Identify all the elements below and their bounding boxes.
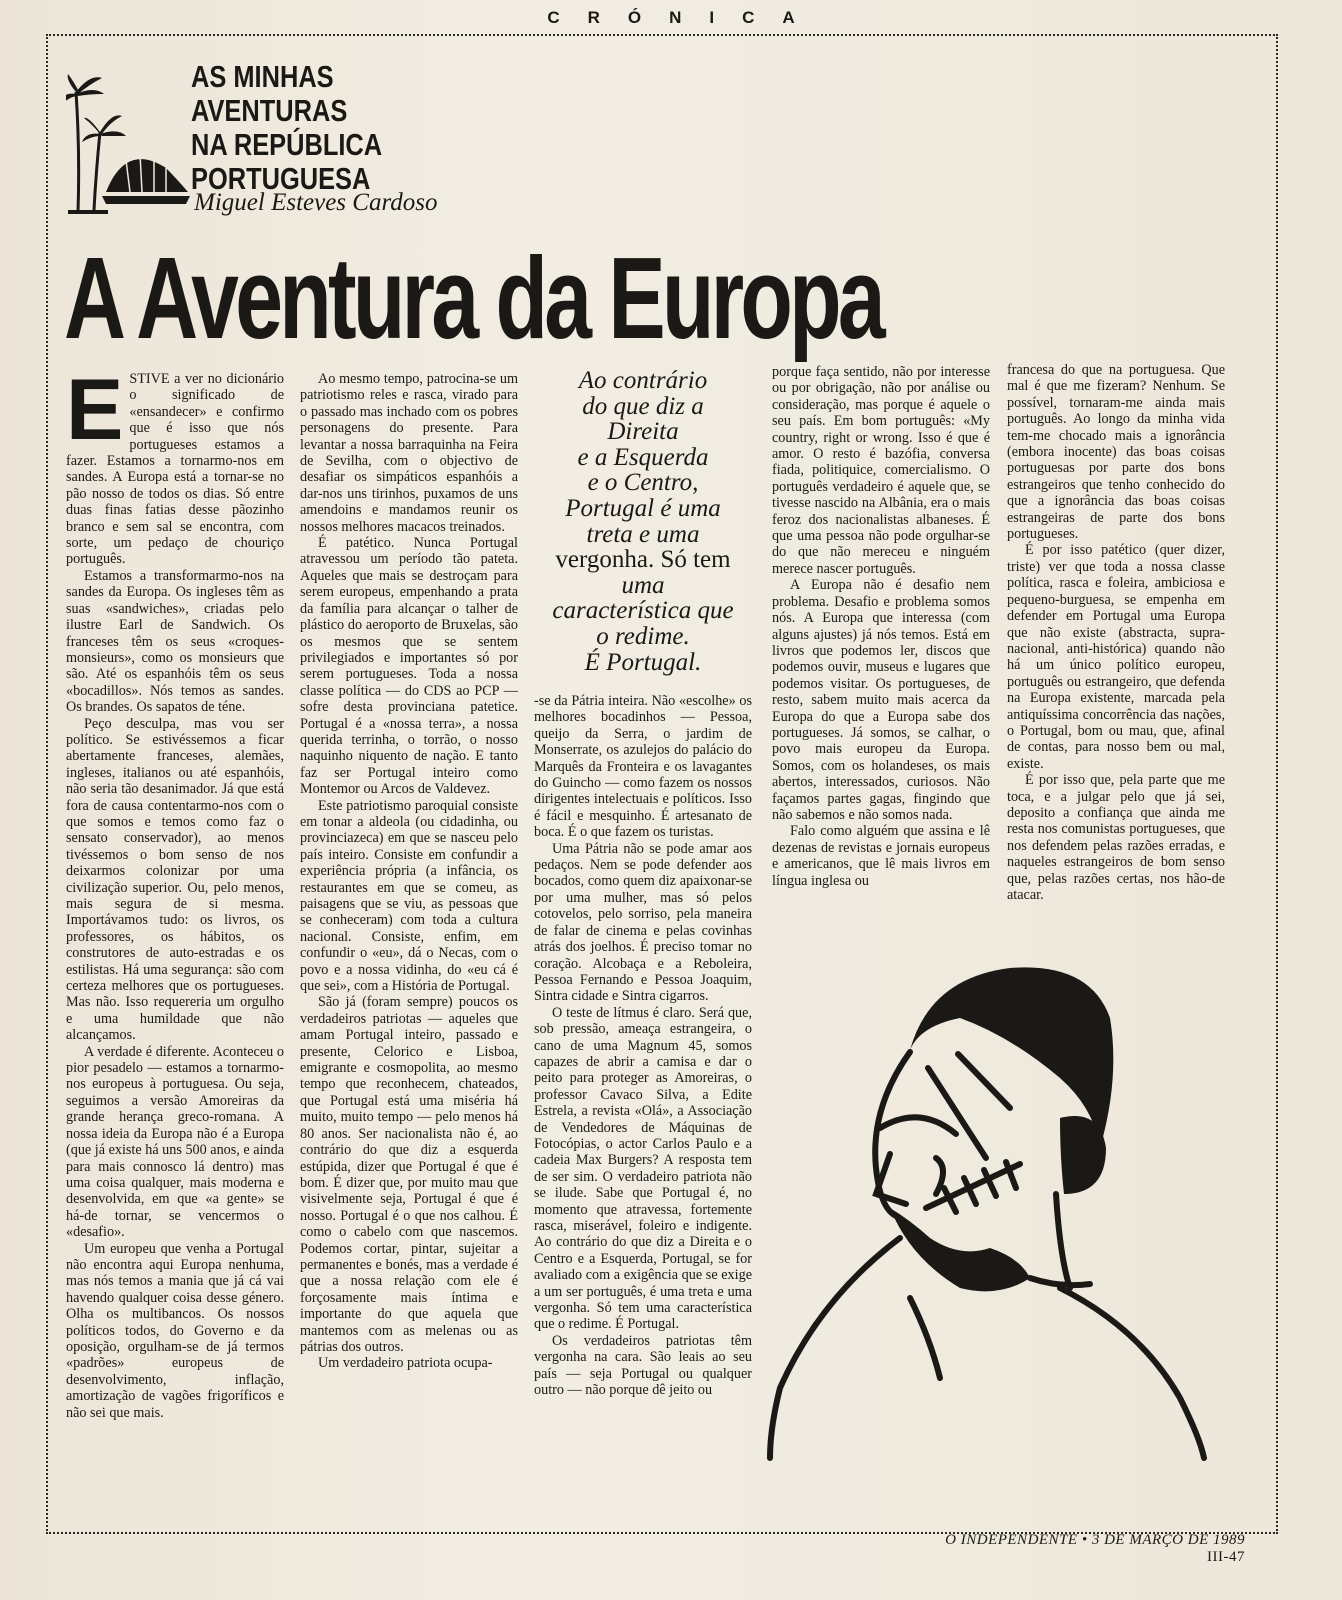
- series-title-line: AS MINHAS: [191, 59, 334, 94]
- pull-quote-line: Ao contrário: [578, 367, 708, 394]
- paragraph: É por isso que, pela parte que me toca, e a julgar pelo que já sei, deposito a confiança que ainda me resta nos comunistas portugueses, que nos defendem pelas razões erradas, e naqueles estrangeiros de bom senso que, pelas razões certas, nos hão-de atacar.: [1007, 772, 1225, 903]
- article-column-1: [66, 362, 284, 1421]
- series-title-line: PORTUGUESA: [191, 161, 371, 196]
- pull-quote: [534, 368, 752, 675]
- paragraph: É patético. Nunca Portugal atravessou um período tão pateta. Aqueles que mais se destroçam para serem europeus, empenhando a prata da família para alcançar o talher de plástico do aeroporto de Bruxelas, são os mesmos que se sentem privilegiados e importantes só por serem portugueses. Toda a nossa classe política — do CDS ao PCP — sofre desta provinciana patetice. Portugal é a «nossa terra», a nossa querida terrinha, o torrão, o nosso naquinho niquento de nação. E tanto faz ser Portugal inteiro como Montemor ou Arcos de Valdevez.: [300, 535, 518, 798]
- drop-cap: E: [66, 362, 124, 458]
- pull-quote-line: o redime.: [596, 622, 690, 650]
- pull-quote-line: Direita: [607, 418, 679, 446]
- paragraph: ESTIVE a ver no dicionário o significado de «ensandecer» e confirmo que é isso que nós portugueses estamos a fazer. Estamos a tornarmo-nos em sandes. A Europa está a tornar-se no pão nosso de todos os dias. Só entre duas finas fatias desse pãozinho branco e sem sal se encontra, com sorte, um pedaço de chouriço português.: [66, 362, 284, 568]
- paragraph: São já (foram sempre) poucos os verdadeiros patriotas — aqueles que amam Portugal inteiro, passado e presente, Celorico e Lisboa, emigrante e cosmopolita, ao mesmo tempo que reconhecem, chateados, que Portugal está uma miséria há muito, muito tempo — pelo menos há 80 anos. Ser nacionalista não é, ao contrário do que diz a esquerda estúpida, dizer que Portugal é que é bom. É dizer que, por muito mau que visivelmente seja, Portugal é que é nosso. Portugal é o que nos calhou. É como o cabelo com que nascemos. Podemos cortar, pintar, sujeitar a permanentes e bonés, mas a verdade é que a nossa relação com ele é forçosamente mais íntima e importante do que aquela que mantemos com as melenas ou as pátrias dos outros.: [300, 994, 518, 1355]
- paragraph: Um verdadeiro patriota ocupa-: [318, 1355, 493, 1372]
- paragraph: Ao mesmo tempo, patrocina-se um patriotismo reles e rasca, virado para o passado mas inchado com os pobres personagens do presente. Para levantar a nossa barraquinha na Feira de Sevilha, com o objectivo de desafiar os simpáticos espanhóis a dar-nos uns tirinhos, puxamos de uns amendoins e mandamos reunir os nossos melhores macacos treinados.: [300, 371, 518, 535]
- publication-name: O INDEPENDENTE: [945, 1532, 1078, 1548]
- paragraph: É por isso patético (quer dizer, triste) ver que toda a nossa classe política, rasca e foleira, ambiciosa e pequeno-burguesa, se empenha em defender em Portugal uma Europa que não existe (abstracta, supra-nacional, anti-histórica) quando não há um único político europeu, português ou estrangeiro, que defenda na Europa existente, marcada pela antiquíssima concorrência das nações, o Portugal, bom ou mau, que, afinal de contas, para nosso bem ou mal, existe.: [1007, 542, 1225, 772]
- paragraph: A Europa não é desafio nem problema. Desafio e problema somos nós. A Europa que interessa (com alguns ajustes) já nós temos. Está em livros que podemos ler, discos que podemos ouvir, museus e lugares que podemos visitar. Os portugueses, de resto, sabem muito mais acerca da Europa do que a Europa sabe dos portugueses. Já somos, se calhar, o povo mais europeu da Europa. Somos, com os holandeses, os mais abertos, interessados, curiosos. Não façamos partes gagas, fingindo que não sabemos e não somos nada.: [772, 577, 990, 823]
- article-column-3: [534, 693, 752, 1398]
- series-title-line: NA REPÚBLICA: [191, 127, 383, 162]
- paragraph: O teste de lítmus é claro. Será que, sob pressão, ameaça estrangeira, o cano de uma Magnum 45, somos capazes de abrir a camisa e dar o peito para proteger as Amoreiras, o professor Cavaco Silva, a Edite Estrela, a revista «Olá», a Associação de Vendedores de Máquinas de Fotocópias, o actor Carlos Paulo e a cadeia Max Burgers? A resposta tem de ser sim. O verdadeiro patriota não se ilude. Sabe que Portugal é, no momento que atravessa, fortemente rasca, miserável, foleiro e indigente. Ao contrário do que diz a Direita e o Centro e a Esquerda, Portugal, se for avaliado com a exigência que se exige a um ser português, é uma treta e uma vergonha. Só tem uma característica que o redime. É Portugal.: [534, 1004, 752, 1333]
- article-column-5: [1007, 362, 1225, 903]
- series-title-line: AVENTURAS: [191, 93, 348, 128]
- series-title: [191, 60, 453, 196]
- page-footer: [905, 1532, 1245, 1566]
- paragraph: Uma Pátria não se pode amar aos pedaços. Nem se pode defender aos bocados, como quem diz apaixonar-se por uma mulher, mas só pelos cotovelos, pelo sorriso, pela maneira de falar de cinema e pelas covinhas atrás dos joelhos. É preciso tomar no coração. Alcobaça e a Reboleira, Pessoa Fernando e Pessoa Joaquim, Sintra cidade e Sintra cigarros.: [534, 840, 752, 1005]
- palm-tree-logo-icon: [66, 72, 190, 216]
- paragraph: francesa do que na portuguesa. Que mal é que me fizeram? Nenhum. Se possível, tornaram-me ainda mais português. Ao longo da minha vida tem-me chocado mais a ignorância (embora inocente) das boas coisas portuguesas por parte dos bons estrangeiros que tenho conhecido do que a ignorância das boas coisas estrangeiras de parte dos bons portugueses.: [1007, 362, 1225, 543]
- pull-quote-line: vergonha. Só tem: [555, 546, 731, 574]
- pull-quote-line: É Portugal.: [584, 648, 702, 676]
- pull-quote-line: característica que: [552, 597, 734, 625]
- page-number: III-47: [1207, 1549, 1245, 1565]
- paragraph: Um europeu que venha a Portugal não encontra aqui Europa nenhuma, mas nós temos a mania que já cá vai havendo qualquer coisa desse género. Olha os multibancos. Os nossos políticos todos, do Governo e da oposição, orgulham-se de já termos «padrões» europeus de desenvolvimento, inflação, amortização de vagões frigoríficos e não sei que mais.: [66, 1240, 284, 1421]
- paragraph: Os verdadeiros patriotas têm vergonha na cara. São leais ao seu país — seja Portugal ou qualquer outro — não porque dê jeito ou: [534, 1332, 752, 1399]
- footer-bullet: •: [1081, 1532, 1088, 1548]
- pull-quote-line: Portugal é uma: [565, 494, 721, 522]
- paragraph: Este patriotismo paroquial consiste em tonar a aldeola (ou cidadinha, ou provinciazeca) em que se nasceu pelo país inteiro. Consiste em confundir a experiência própria (a infância, os restaurantes em que se comeu, as paisagens que se viu, as pessoas que se conheceram) com toda a cultura nacional. Consiste, enfim, em confundir o «eu», dá o Necas, com o povo e a nossa vidinha, do «eu cá é que sei», com a História de Portugal.: [300, 797, 518, 995]
- article-column-4: [772, 364, 990, 889]
- author-byline: Miguel Esteves Cardoso: [194, 189, 438, 216]
- pull-quote-line: do que diz a: [582, 392, 704, 420]
- article-column-2: [300, 371, 518, 1372]
- section-header: CRÓNICA: [547, 8, 823, 27]
- pull-quote-line: uma: [621, 571, 665, 599]
- paragraph: -se da Pátria inteira. Não «escolhe» os melhores bocadinhos — Pessoa, queijo da Serra, o jardim de Monserrate, os azulejos do palácio do Marquês da Fronteira e os lavagantes do Guincho — como fazem os nossos dirigentes intelectuais e políticos. Isso é fácil e mesquinho. É artesanato de boca. É o que fazem os turistas.: [534, 693, 752, 841]
- pull-quote-line: e a Esquerda: [577, 443, 709, 471]
- paragraph: A verdade é diferente. Aconteceu o pior pesadelo — estamos a tornarmo-nos europeus à portuguesa. Ou seja, seguimos a versão Amoreiras da grande herança greco-romana. A nossa ideia da Europa não é a Europa (que já existe há uns 500 anos, e ainda para mais connosco lá dentro) mas uma coisa qualquer, mais moderna e desenvolvida, em que «a gente» se há-de tornar, se vencermos o «desafio».: [66, 1043, 284, 1241]
- paragraph: porque faça sentido, não por interesse ou por obrigação, não por análise ou consideração, mas porque é aquele o seu país. Em bom português: «My country, right or wrong. Isso é que é amor. O resto é bazófia, conversa fiada, politiquice, comercialismo. O português verdadeiro é aquele que, se tivesse nascido na Albânia, era o mais feroz dos nacionalistas albaneses. É que uma pessoa não pode orgulhar-se do que não mereceu e ninguém merece nascer português.: [772, 364, 990, 577]
- paragraph: Falo como alguém que assina e lê dezenas de revistas e jornais europeus e americanos, que lê mais livros em língua inglesa ou: [772, 823, 990, 889]
- pull-quote-line: treta e uma: [586, 520, 700, 548]
- pull-quote-line: e o Centro,: [587, 469, 699, 497]
- portrait-illustration-icon: [760, 958, 1220, 1478]
- paragraph: Peço desculpa, mas vou ser político. Se estivéssemos a ficar abertamente franceses, alemães, ingleses, italianos ou até espanhóis, não seria tão desanimador. Já que está fora de causa contentarmo-nos com o que somos e temos como faz o sensato conservador), ao menos tivéssemos o bom senso de nos deixarmos colonizar por uma civilização superior. Ou, pelo menos, mais segura de si mesma. Importávamos tudo: os livros, os professores, os hábitos, os construtores de auto-estradas e os estilistas. Há uma segurança: são com certeza melhores que os portugueses. Mas não. Isso requereria um orgulho e uma humildade que não alcançamos.: [66, 715, 284, 1044]
- paragraph: Estamos a transformarmo-nos na sandes da Europa. Os ingleses têm as suas «sandwiches», criadas pelo ilustre Earl de Sandwich. Os franceses têm os seus «croques-monsieurs», como os monsieurs que são. Até os espanhóis têm os seus «bocadillos». Nós temos as sandes. Os brandes. Os sapatos de téne.: [66, 567, 284, 716]
- publication-date: 3 DE MARÇO DE 1989: [1091, 1532, 1245, 1548]
- article-headline: A Aventura da Europa: [64, 233, 882, 363]
